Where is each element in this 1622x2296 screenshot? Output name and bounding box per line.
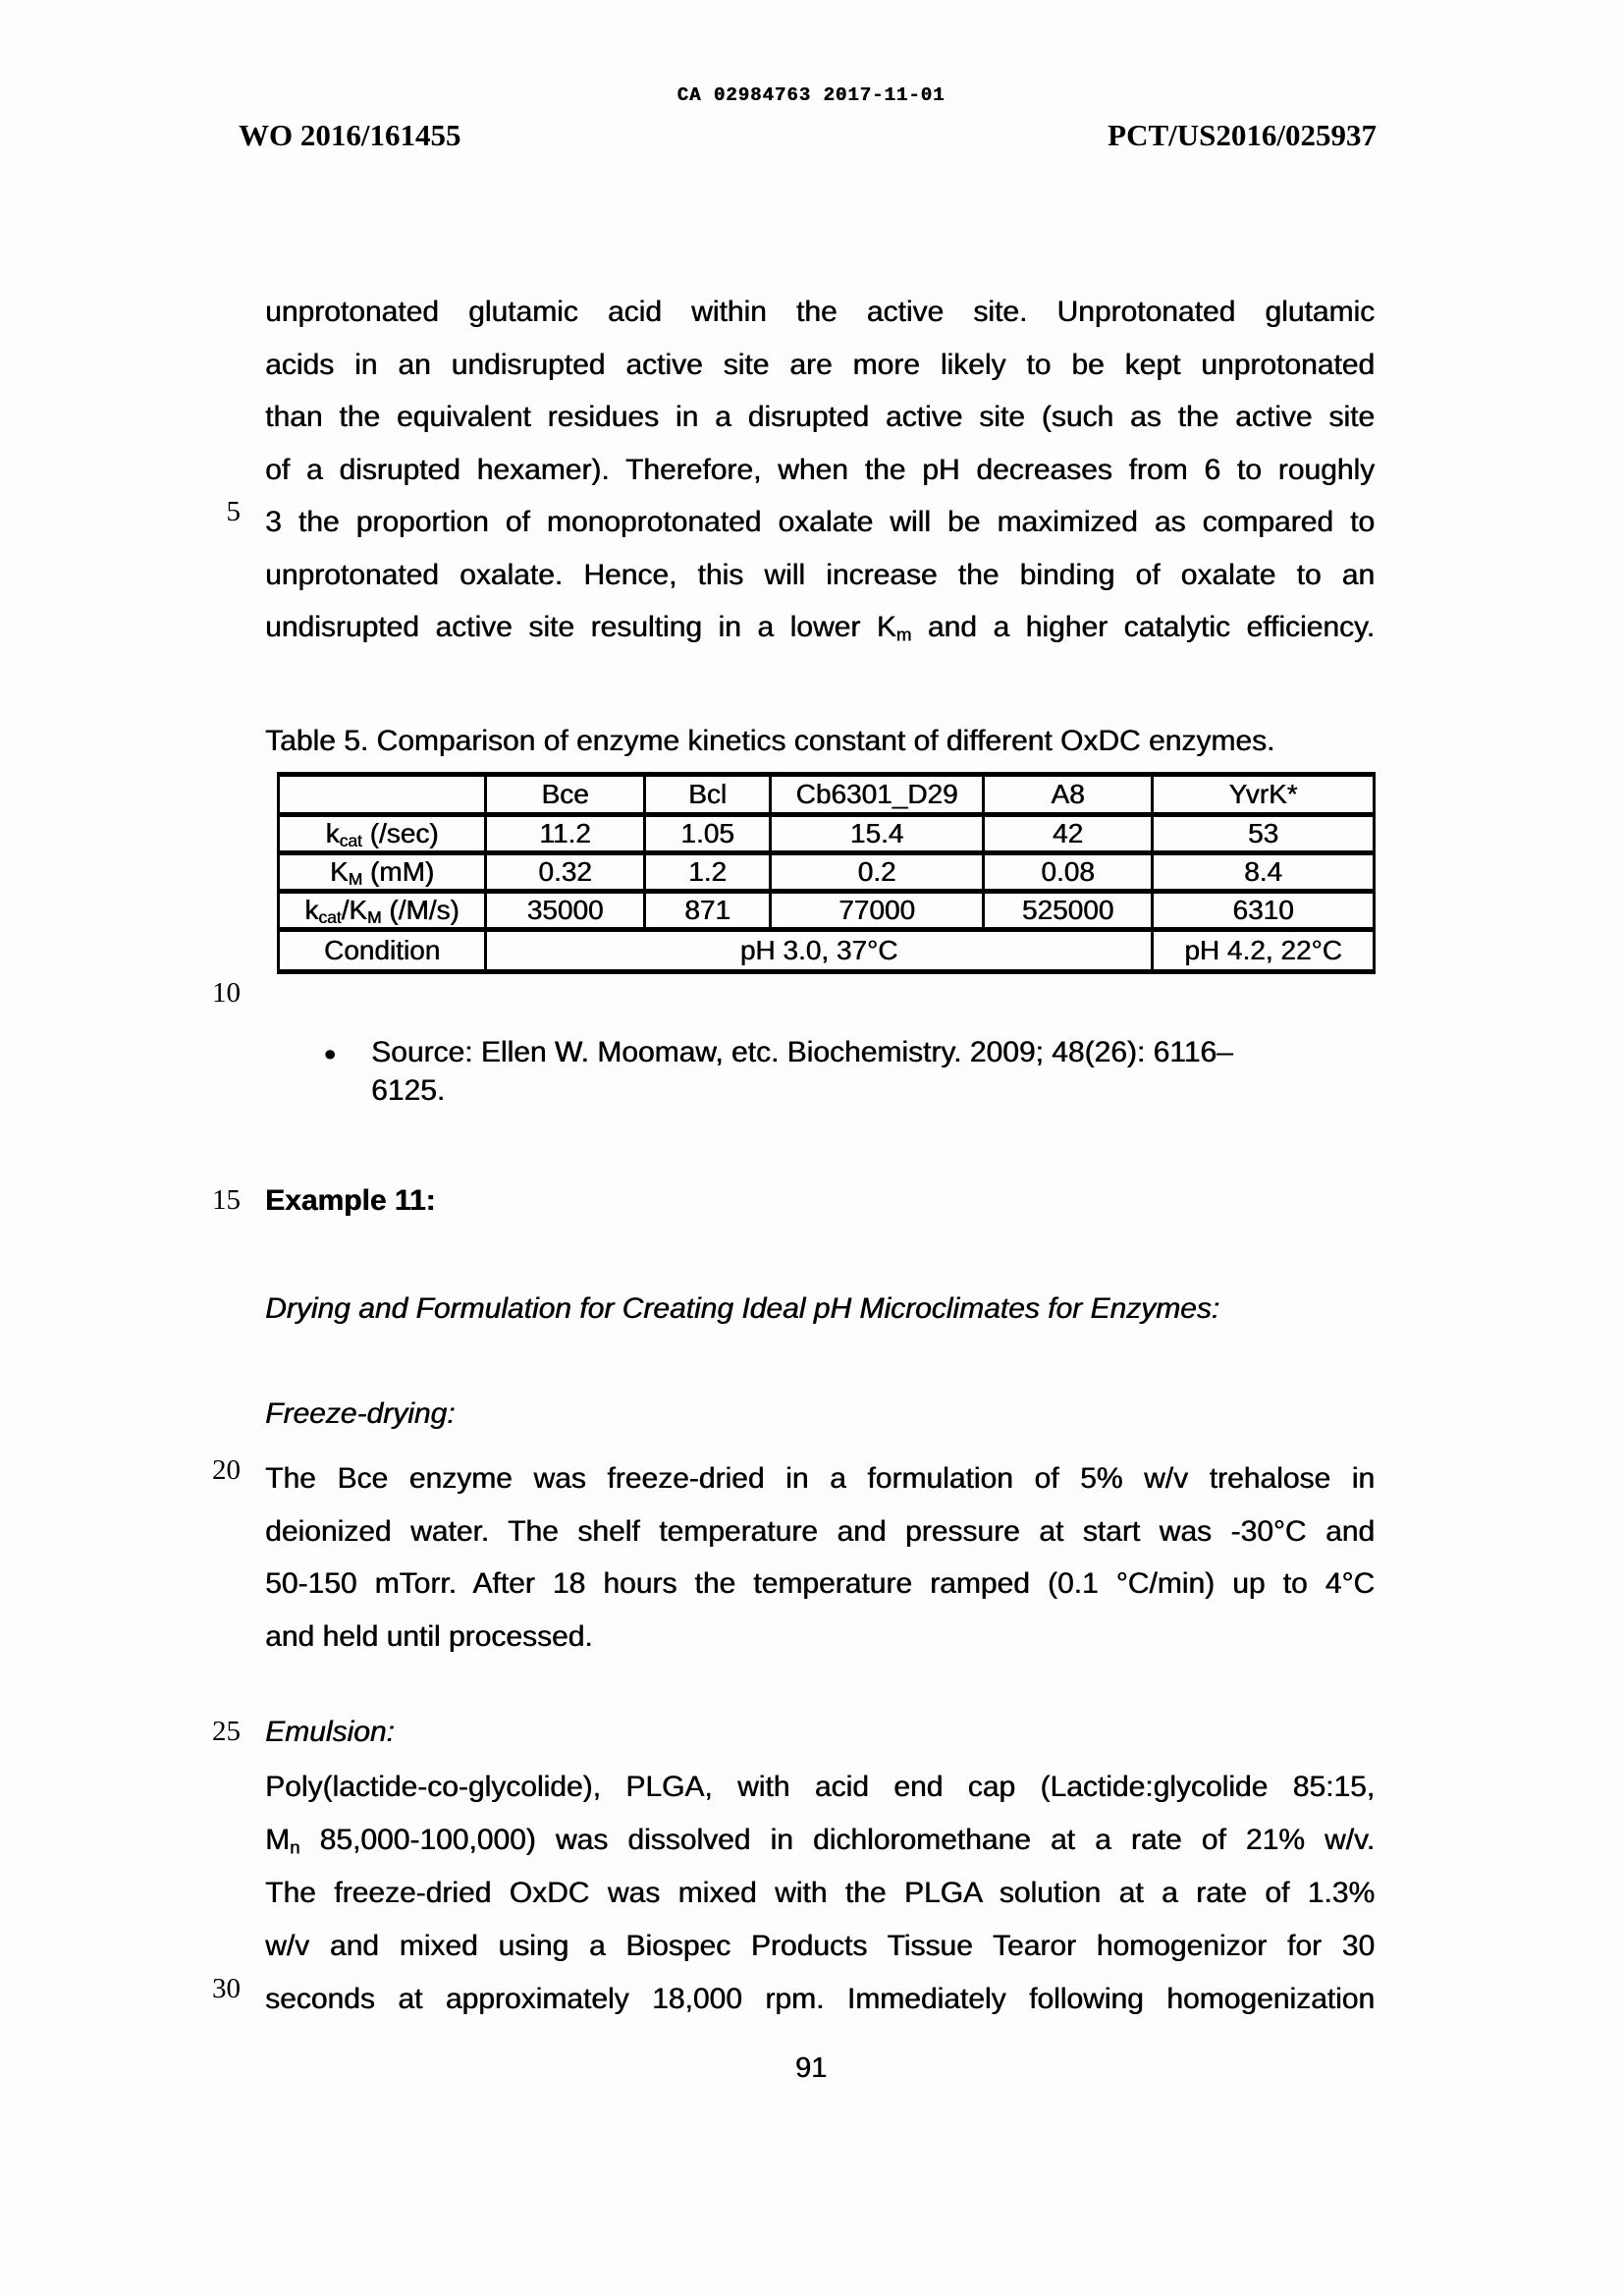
text-line: undisrupted active site resulting in a lower $K_m$ and a higher catalytic efficiency. xyxy=(265,611,1375,645)
table-cell: 1.05 xyxy=(645,815,771,853)
wo-publication-number: WO 2016/161455 xyxy=(239,118,461,152)
table-header-cell: Cb6301_D29 xyxy=(771,775,984,815)
text-line: The Bce enzyme was freeze-dried in a formulation of 5% w/v trehalose in xyxy=(265,1462,1375,1495)
table-cell: 0.2 xyxy=(771,853,984,892)
table-row-label: $k_{cat}/K_M$ (/M/s) xyxy=(279,892,486,930)
text-line: acids in an undisrupted active site are more likely to be kept unprotonated xyxy=(265,348,1375,381)
table-cell: 8.4 xyxy=(1153,853,1375,892)
table-caption: Table 5. Comparison of enzyme kinetics constant of different OxDC enzymes. xyxy=(265,725,1275,757)
table-cell: 6310 xyxy=(1153,892,1375,930)
table-cell-condition-main: pH 3.0, 37°C xyxy=(486,930,1153,972)
text-line: 50-150 mTorr. After 18 hours the temperature ramped (0.1 °C/min) up to 4°C xyxy=(265,1567,1375,1600)
text-line: Poly(lactide-co-glycolide), PLGA, with acid end cap (Lactide:glycolide 85:15, xyxy=(265,1771,1375,1803)
text-line: unprotonated glutamic acid within the active site. Unprotonated glutamic xyxy=(265,296,1375,328)
table-cell: 53 xyxy=(1153,815,1375,853)
line-number-5: 5 xyxy=(226,496,241,527)
table-header-cell xyxy=(279,775,486,815)
bullet-icon: • xyxy=(324,1036,336,1073)
text-line: of a disrupted hexamer). Therefore, when the pH decreases from 6 to roughly xyxy=(265,453,1375,486)
table-cell: 1.2 xyxy=(645,853,771,892)
table-row-condition xyxy=(279,930,1375,972)
table-cell: 15.4 xyxy=(771,815,984,853)
line-number-15: 15 xyxy=(212,1184,241,1216)
example-11-heading: Example 11: xyxy=(265,1184,436,1217)
text-line: deionized water. The shelf temperature and pressure at start was -30°C and xyxy=(265,1514,1375,1548)
table-cell: 0.32 xyxy=(486,853,645,892)
filing-stamp: CA 02984763 2017-11-01 xyxy=(676,84,946,106)
text-line: The freeze-dried OxDC was mixed with the PLGA solution at a rate of 1.3% xyxy=(265,1877,1375,1909)
table-cell: 42 xyxy=(984,815,1153,853)
enzyme-kinetics-table xyxy=(277,772,1376,974)
line-number-10: 10 xyxy=(212,977,241,1009)
freeze-drying-paragraph xyxy=(265,1452,1375,1663)
table-cell: 77000 xyxy=(771,892,984,930)
text-line: than the equivalent residues in a disrupted active site (such as the active site xyxy=(265,401,1375,433)
line-number-20: 20 xyxy=(212,1454,241,1486)
table-header-row xyxy=(279,775,1375,815)
body-paragraph-1 xyxy=(265,286,1375,654)
table-header-cell: Bce xyxy=(486,775,645,815)
table-row-kcat xyxy=(279,815,1375,853)
table-row-label: Condition xyxy=(279,930,486,972)
table-cell: 0.08 xyxy=(984,853,1153,892)
table-row-km xyxy=(279,853,1375,892)
line-number-30: 30 xyxy=(212,1973,241,2004)
text-line: w/v and mixed using a Biospec Products Tissue Tearor homogenizor for 30 xyxy=(265,1930,1375,1962)
text-line: 6125. xyxy=(371,1073,446,1107)
text-line: seconds at approximately 18,000 rpm. Immediately following homogenization xyxy=(265,1983,1375,2015)
emulsion-heading: Emulsion: xyxy=(265,1716,395,1748)
text-line: unprotonated oxalate. Hence, this will increase the binding of oxalate to an xyxy=(265,558,1375,591)
table-row-label: $k_{cat}$ (/sec) xyxy=(279,815,486,853)
page-number: 91 xyxy=(794,2052,828,2084)
table-row-label: $K_M$ (mM) xyxy=(279,853,486,892)
table-cell: 11.2 xyxy=(486,815,645,853)
text-line: $M_n$ 85,000-100,000) was dissolved in dichloromethane at a rate of 21% w/v. xyxy=(265,1824,1375,1858)
table-cell: 35000 xyxy=(486,892,645,930)
table-cell-condition-yvrk: pH 4.2, 22°C xyxy=(1153,930,1375,972)
table-row-kcat-km xyxy=(279,892,1375,930)
table-header-cell: Bcl xyxy=(645,775,771,815)
emulsion-paragraph xyxy=(265,1761,1375,2026)
table-cell: 525000 xyxy=(984,892,1153,930)
table-header-cell: YvrK* xyxy=(1153,775,1375,815)
text-line: Source: Ellen W. Moomaw, etc. Biochemistry. 2009; 48(26): 6116– xyxy=(371,1036,1233,1068)
line-number-25: 25 xyxy=(212,1716,241,1747)
text-line: 3 the proportion of monoprotonated oxalate will be maximized as compared to xyxy=(265,506,1375,538)
source-note xyxy=(324,1034,1286,1110)
example-11-subtitle: Drying and Formulation for Creating Ideal pH Microclimates for Enzymes: xyxy=(265,1292,1220,1325)
freeze-drying-heading: Freeze-drying: xyxy=(265,1397,456,1430)
text-line: and held until processed. xyxy=(265,1619,593,1653)
source-note-text xyxy=(371,1034,1286,1110)
pct-application-number: PCT/US2016/025937 xyxy=(1108,118,1377,152)
table-header-cell: A8 xyxy=(984,775,1153,815)
table-cell: 871 xyxy=(645,892,771,930)
